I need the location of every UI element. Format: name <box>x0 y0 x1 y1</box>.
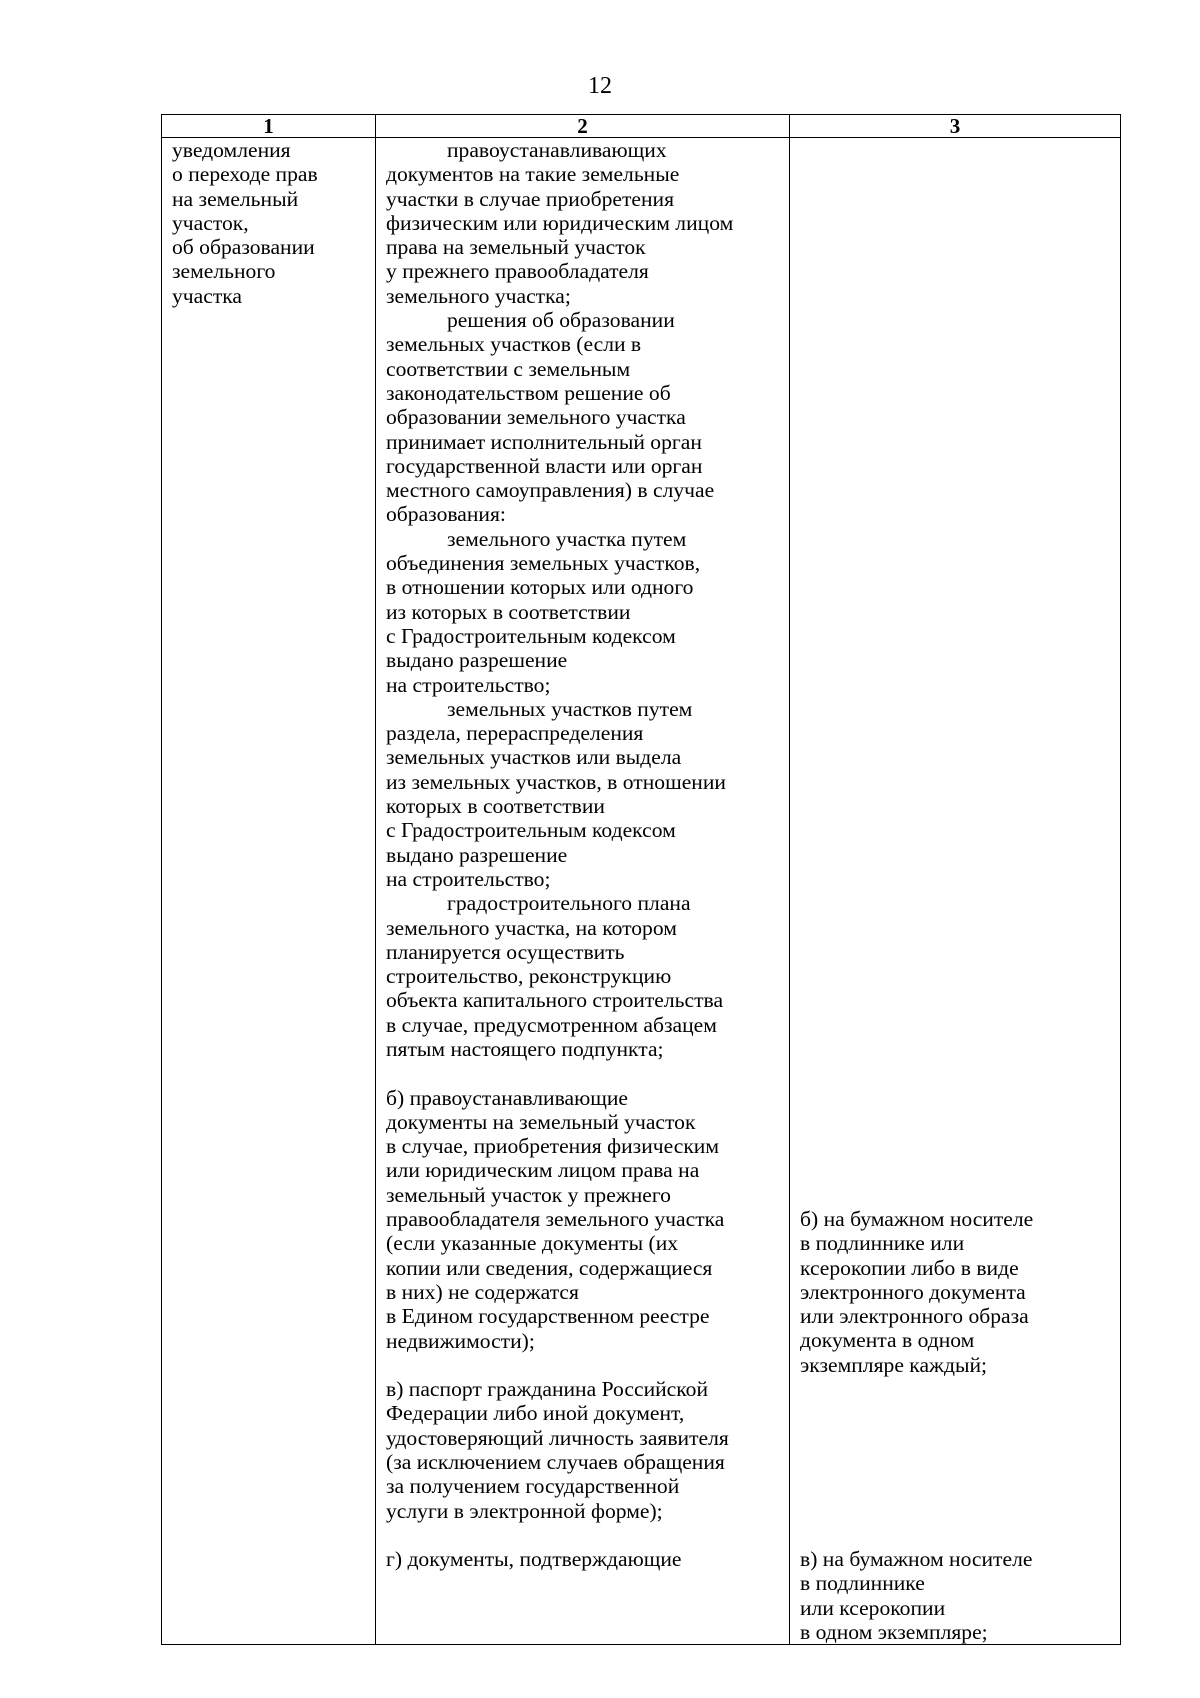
table-header-row <box>162 115 1121 138</box>
col2-line: земельных участков или выдела <box>386 745 682 770</box>
col2-line: удостоверяющий личность заявителя <box>386 1425 729 1450</box>
col3-line: документа в одном <box>800 1328 975 1353</box>
col2-line: соответствии с земельным <box>386 356 631 381</box>
column-header-3: 3 <box>790 115 1121 138</box>
col2-line: объединения земельных участков, <box>386 551 701 576</box>
col1-line: уведомления <box>172 138 291 162</box>
col3-line: б) на бумажном носителе <box>800 1207 1034 1231</box>
paragraph-gap <box>386 1061 781 1085</box>
paragraph-gap <box>386 1353 781 1377</box>
col2-line: в Едином государственном реестре <box>386 1304 710 1329</box>
col2-line: образовании земельного участка <box>386 405 686 430</box>
col2-line: копии или сведения, содержащиеся <box>386 1255 713 1280</box>
col2-line: раздела, перераспределения <box>386 721 644 746</box>
col2-line: участки в случае приобретения <box>386 186 675 211</box>
col3-line: или электронного образа <box>800 1304 1029 1329</box>
table-row <box>162 138 1121 1645</box>
col1-line: земельного <box>172 259 276 284</box>
col3-line: в подлиннике <box>800 1571 925 1596</box>
col2-block-c <box>386 1377 781 1523</box>
col2-line: у прежнего правообладателя <box>386 259 649 284</box>
col2-line: пятым настоящего подпункта; <box>386 1036 664 1061</box>
col2-line: из которых в соответствии <box>386 599 631 624</box>
col2-line: из земельных участков, в отношении <box>386 769 726 794</box>
col2-line: в случае, приобретения физическим <box>386 1134 720 1159</box>
col2-line: в них) не содержатся <box>386 1279 579 1304</box>
col3-block-b <box>800 1207 1112 1377</box>
col2-line: правоустанавливающих <box>447 138 667 162</box>
col2-line: с Градостроительным кодексом <box>386 623 676 648</box>
col2-line: решения об образовании <box>447 308 675 333</box>
col2-line: принимает исполнительный орган <box>386 429 702 454</box>
col2-line: выдано разрешение <box>386 648 568 673</box>
column-3-cell <box>790 138 1121 1645</box>
page-number: 12 <box>588 73 612 99</box>
col2-block-b <box>386 1086 781 1353</box>
col2-line: в отношении которых или одного <box>386 575 694 600</box>
col2-block-d <box>386 1547 781 1571</box>
col2-line: документы на земельный участок <box>386 1109 696 1134</box>
col3-line: в подлиннике или <box>800 1231 965 1256</box>
col2-line: планируется осуществить <box>386 939 625 964</box>
col2-line: строительство, реконструкцию <box>386 964 672 989</box>
col2-line: которых в соответствии <box>386 794 605 819</box>
col1-line: о переходе прав <box>172 162 318 187</box>
column-header-2: 2 <box>376 115 790 138</box>
col3-line: или ксерокопии <box>800 1595 946 1620</box>
col2-line: на строительство; <box>386 672 551 697</box>
column-1-cell <box>162 138 376 1645</box>
col2-line: земельного участка, на котором <box>386 915 677 940</box>
col2-block-a <box>386 138 781 1061</box>
col3-line: ксерокопии либо в виде <box>800 1255 1019 1280</box>
col3-block-c <box>800 1547 1112 1644</box>
col2-line: местного самоуправления) в случае <box>386 478 715 503</box>
col2-line: объекта капитального строительства <box>386 988 724 1013</box>
col1-line: участок, <box>172 210 249 235</box>
col2-line: документов на такие земельные <box>386 162 680 187</box>
col2-line: права на земельный участок <box>386 235 646 260</box>
col2-line: земельных участков (если в <box>386 332 642 357</box>
col2-line: или юридическим лицом права на <box>386 1158 700 1183</box>
col1-line: участка <box>172 283 243 308</box>
col2-line: в случае, предусмотренном абзацем <box>386 1012 717 1037</box>
col2-line: в) паспорт гражданина Российской <box>386 1377 709 1402</box>
col2-line: на строительство; <box>386 866 551 891</box>
col2-line: земельный участок у прежнего <box>386 1182 671 1207</box>
paragraph-gap <box>386 1523 781 1547</box>
col2-line: образования: <box>386 502 506 527</box>
col3-line: экземпляре каждый; <box>800 1352 988 1377</box>
col1-line: об образовании <box>172 235 315 260</box>
document-table <box>161 114 1121 1645</box>
col3-spacer <box>800 138 1112 1207</box>
col3-line: в одном экземпляре; <box>800 1619 988 1644</box>
col2-line: земельных участков путем <box>447 696 693 721</box>
col2-line: за получением государственной <box>386 1474 680 1499</box>
col2-line: Федерации либо иной документ, <box>386 1401 685 1426</box>
col2-line: недвижимости); <box>386 1328 535 1353</box>
col2-line: правообладателя земельного участка <box>386 1207 725 1232</box>
column-header-1: 1 <box>162 115 376 138</box>
col1-line: на земельный <box>172 186 299 211</box>
col2-line: г) документы, подтверждающие <box>386 1547 682 1572</box>
col2-line: (за исключением случаев обращения <box>386 1450 725 1475</box>
col2-line: государственной власти или орган <box>386 453 703 478</box>
col2-line: (если указанные документы (их <box>386 1231 679 1256</box>
col3-spacer <box>800 1377 1112 1547</box>
col3-line: электронного документа <box>800 1279 1026 1304</box>
col3-line: в) на бумажном носителе <box>800 1547 1033 1572</box>
col2-line: б) правоустанавливающие <box>386 1085 628 1110</box>
col2-line: земельного участка путем <box>447 526 687 551</box>
col2-line: услуги в электронной форме); <box>386 1498 663 1523</box>
col2-line: с Градостроительным кодексом <box>386 818 676 843</box>
col2-line: физическим или юридическим лицом <box>386 210 734 235</box>
col2-line: градостроительного плана <box>447 891 691 916</box>
col2-line: выдано разрешение <box>386 842 568 867</box>
col2-line: законодательством решение об <box>386 380 671 405</box>
column-2-cell <box>376 138 790 1645</box>
col2-line: земельного участка; <box>386 283 571 308</box>
